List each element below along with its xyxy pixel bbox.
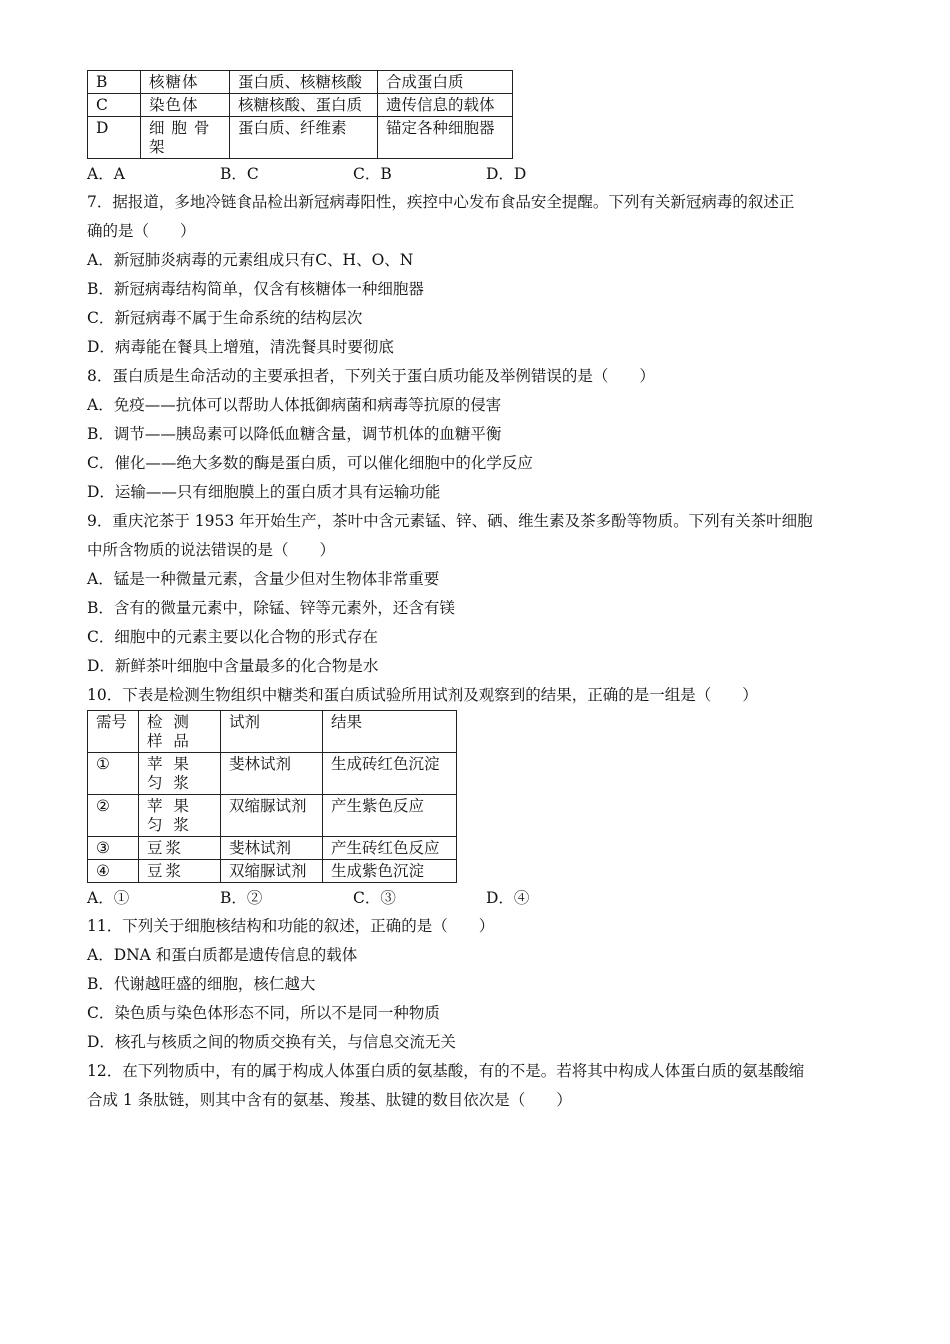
option-c[interactable]: C．染色质与染色体形态不同，所以不是同一种物质 <box>87 1004 440 1022</box>
table-cell: 锚定各种细胞器 <box>378 117 513 159</box>
table-cell: 产生紫色反应 <box>323 795 457 837</box>
option-a[interactable]: A．免疫——抗体可以帮助人体抵御病菌和病毒等抗原的侵害 <box>87 396 502 414</box>
organelle-table <box>87 70 513 159</box>
option-a[interactable]: A．A <box>87 165 125 183</box>
option-d[interactable]: D．新鲜茶叶细胞中含量最多的化合物是水 <box>87 657 379 675</box>
table-cell: 遗传信息的载体 <box>378 94 513 117</box>
table-cell: 蛋白质、核糖核酸 <box>230 71 378 94</box>
option-b[interactable]: B．新冠病毒结构简单，仅含有核糖体一种细胞器 <box>87 280 424 298</box>
table-cell: 核糖体 <box>141 71 230 94</box>
option-d[interactable]: D．运输——只有细胞膜上的蛋白质才具有运输功能 <box>87 483 441 501</box>
option-a[interactable]: A．① <box>87 889 130 907</box>
question-stem: 9．重庆沱茶于 1953 年开始生产，茶叶中含元素锰、锌、硒、维生素及茶多酚等物质。下列有关茶叶细胞 <box>87 512 813 530</box>
table-row <box>88 860 457 883</box>
option-b[interactable]: B．调节——胰岛素可以降低血糖含量，调节机体的血糖平衡 <box>87 425 502 443</box>
option-c[interactable]: C．细胞中的元素主要以化合物的形式存在 <box>87 628 378 646</box>
question-9 <box>87 507 877 681</box>
question-10 <box>87 681 877 710</box>
table-cell: 双缩脲试剂 <box>221 795 323 837</box>
question-stem: 7．据报道，多地冷链食品检出新冠病毒阳性，疾控中心发布食品安全提醒。下列有关新冠病毒的叙述正 <box>87 193 795 211</box>
table-row <box>88 94 513 117</box>
table-header-row <box>88 711 457 753</box>
table-cell: 苹 果 匀 浆 <box>139 795 221 837</box>
q10-options <box>87 885 877 912</box>
table-cell: ③ <box>88 837 139 860</box>
table-cell: ② <box>88 795 139 837</box>
table-cell: 产生砖红色反应 <box>323 837 457 860</box>
option-a[interactable]: A．锰是一种微量元素，含量少但对生物体非常重要 <box>87 570 440 588</box>
question-12 <box>87 1057 877 1115</box>
table-cell: D <box>88 117 141 159</box>
table-cell: C <box>88 94 141 117</box>
table-header-cell: 需号 <box>88 711 139 753</box>
question-stem: 确的是（ ） <box>87 222 196 240</box>
table-header-cell: 检 测 样 品 <box>139 711 221 753</box>
table-cell: 豆浆 <box>139 837 221 860</box>
table-cell: 合成蛋白质 <box>378 71 513 94</box>
option-c[interactable]: C．新冠病毒不属于生命系统的结构层次 <box>87 309 363 327</box>
option-c[interactable]: C．催化——绝大多数的酶是蛋白质，可以催化细胞中的化学反应 <box>87 454 533 472</box>
question-11 <box>87 912 877 1057</box>
table-cell: 斐林试剂 <box>221 753 323 795</box>
table-header-cell: 结果 <box>323 711 457 753</box>
exam-page <box>87 70 877 1115</box>
table-cell: 生成紫色沉淀 <box>323 860 457 883</box>
option-d[interactable]: D．核孔与核质之间的物质交换有关，与信息交流无关 <box>87 1033 456 1051</box>
table-cell: ④ <box>88 860 139 883</box>
question-stem: 12．在下列物质中，有的属于构成人体蛋白质的氨基酸，有的不是。若将其中构成人体蛋白质的氨基酸缩 <box>87 1062 805 1080</box>
question-stem: 合成 1 条肽链，则其中含有的氨基、羧基、肽键的数目依次是（ ） <box>87 1091 572 1109</box>
reagent-table <box>87 710 457 883</box>
table-row <box>88 71 513 94</box>
question-stem: 10．下表是检测生物组织中糖类和蛋白质试验所用试剂及观察到的结果，正确的是一组是（ ） <box>87 686 758 704</box>
table-row <box>88 837 457 860</box>
table-cell: 豆浆 <box>139 860 221 883</box>
option-c[interactable]: C．B <box>353 165 392 183</box>
option-d[interactable]: D．病毒能在餐具上增殖，清洗餐具时要彻底 <box>87 338 394 356</box>
table-cell: 蛋白质、纤维素 <box>230 117 378 159</box>
option-c[interactable]: C．③ <box>353 889 396 907</box>
option-a[interactable]: A．新冠肺炎病毒的元素组成只有C、H、O、N <box>87 251 414 269</box>
option-a[interactable]: A．DNA 和蛋白质都是遗传信息的载体 <box>87 946 358 964</box>
question-stem: 11．下列关于细胞核结构和功能的叙述，正确的是（ ） <box>87 917 495 935</box>
table-cell: 细 胞 骨 架 <box>141 117 230 159</box>
option-d[interactable]: D．D <box>486 165 527 183</box>
option-b[interactable]: B．含有的微量元素中，除锰、锌等元素外，还含有镁 <box>87 599 455 617</box>
table-header-cell: 试剂 <box>221 711 323 753</box>
table-cell: 生成砖红色沉淀 <box>323 753 457 795</box>
table-cell: ① <box>88 753 139 795</box>
table-cell: 双缩脲试剂 <box>221 860 323 883</box>
table-row <box>88 795 457 837</box>
table-row <box>88 753 457 795</box>
question-stem: 8．蛋白质是生命活动的主要承担者，下列关于蛋白质功能及举例错误的是（ ） <box>87 367 655 385</box>
table-cell: 斐林试剂 <box>221 837 323 860</box>
option-b[interactable]: B．② <box>220 889 263 907</box>
table-cell: 核糖核酸、蛋白质 <box>230 94 378 117</box>
table-cell: B <box>88 71 141 94</box>
option-b[interactable]: B．C <box>220 165 259 183</box>
table-cell: 苹 果 匀 浆 <box>139 753 221 795</box>
question-stem: 中所含物质的说法错误的是（ ） <box>87 541 336 559</box>
table-cell: 染色体 <box>141 94 230 117</box>
question-8 <box>87 362 877 507</box>
option-b[interactable]: B．代谢越旺盛的细胞，核仁越大 <box>87 975 316 993</box>
option-d[interactable]: D．④ <box>486 889 530 907</box>
question-7 <box>87 188 877 362</box>
table-row <box>88 117 513 159</box>
q6-options <box>87 161 877 188</box>
